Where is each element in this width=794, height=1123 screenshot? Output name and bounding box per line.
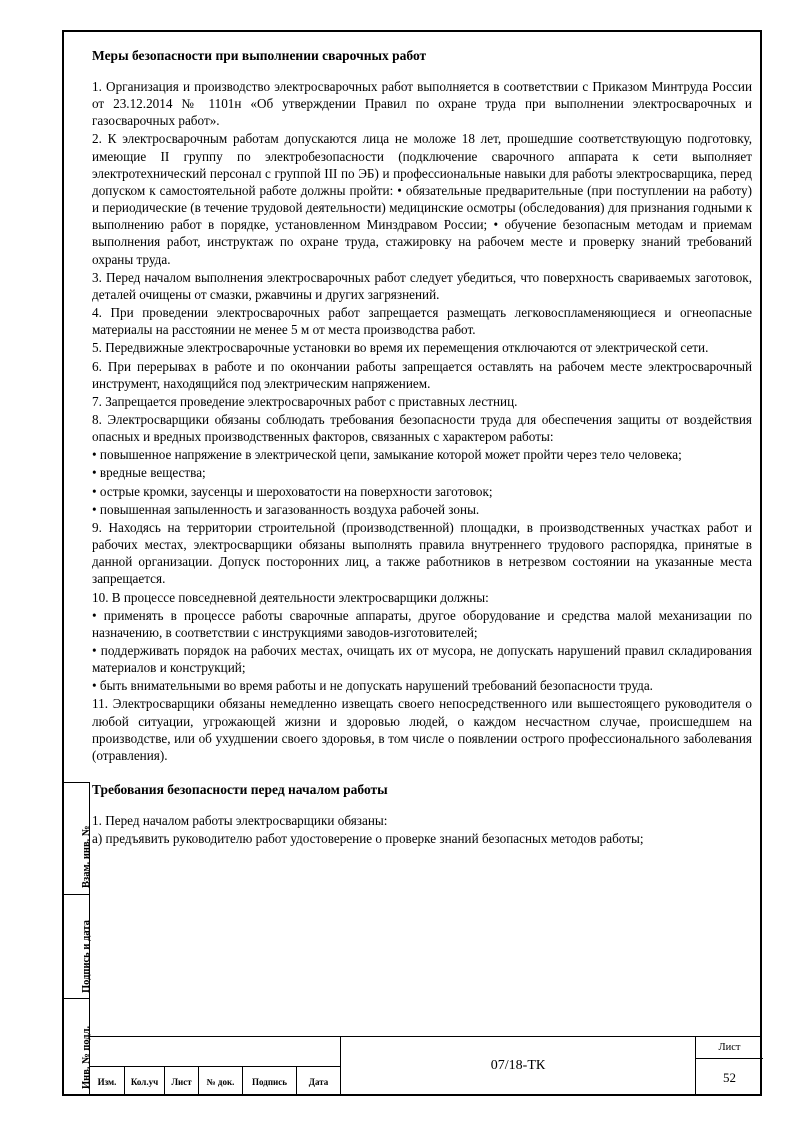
bullet-6: • поддерживать порядок на рабочих местах, очищать их от мусора, не допускать нарушений правил складирования материалов и конструкций; [92, 643, 752, 676]
paragraph-13: а) предъявить руководителю работ удостоверение о проверке знаний безопасных методов работы; [92, 831, 644, 847]
paragraph-8: 8. Электросварщики обязаны соблюдать требования безопасности труда для обеспечения защиты от воздействия опасных и вредных производственных факторов, связанных с характером работы: [92, 411, 752, 445]
paragraph-7: 7. Запрещается проведение электросварочных работ с приставных лестниц. [92, 393, 518, 409]
side-label-podpis: Подпись и дата [81, 920, 92, 993]
sheet-number: 52 [723, 1069, 736, 1085]
bullet-1: • повышенное напряжение в электрической цепи, замыкание которой может пройти через тело человека; [92, 447, 682, 463]
stamp-cell-ndok: № док. [198, 1066, 242, 1096]
bullet-7: • быть внимательными во время работы и не допускать нарушений требований безопасности труда. [92, 678, 653, 694]
side-cell-vzam [62, 782, 90, 894]
sheet-label: Лист [696, 1036, 763, 1059]
section-heading-2: Требования безопасности перед началом работы [92, 782, 388, 798]
side-column [62, 782, 90, 1096]
section-heading-1: Меры безопасности при выполнении сварочных работ [92, 48, 427, 63]
paragraph-4: 4. При проведении электросварочных работ запрещается размещать легковоспламеняющиеся и огнеопасные материалы на расстоянии не менее 5 м от места производства работ. [92, 305, 752, 338]
paragraph-5: 5. Передвижные электросварочные установки во время их перемещения отключаются от электрической сети. [92, 340, 709, 356]
bullet-4: • повышенная запыленность и загазованность воздуха рабочей зоны. [92, 501, 480, 517]
title-block-stamp-row [90, 1066, 340, 1096]
paragraph-11: 11. Электросварщики обязаны немедленно извещать своего непосредственного или вышестоящего руководителя о любой ситуации, угрожающей жизни и здоровью людей, о каждом несчастном случае, происшедшем на производстве, или об ухудшении своего здоровья, в том числе о появлении острого профессионального заболевания (отравления). [92, 696, 752, 763]
side-label-vzam: Взам. инв. № [81, 825, 92, 888]
stamp-cell-koluch: Кол.уч [124, 1066, 164, 1096]
document-content [92, 48, 752, 848]
side-cell-inv [62, 998, 90, 1096]
side-label-inv: Инв. № подл. [81, 1025, 92, 1089]
stamp-cell-izm: Изм. [90, 1066, 124, 1096]
bullet-3: • острые кромки, заусенцы и шероховатости на поверхности заготовок; [92, 483, 493, 499]
paragraph-1: 1. Организация и производство электросварочных работ выполняется в соответствии с Приказом Минтруда России от 23.12.2014 № 1101н «Об утверждении Правил по охране труда при выполнении электросварочных и газосварочных работ». [92, 79, 752, 129]
paragraph-10: 10. В процессе повседневной деятельности электросварщики должны: [92, 589, 489, 605]
stamp-cell-data: Дата [296, 1066, 340, 1096]
document-code: 07/18-ТК [340, 1036, 695, 1096]
paragraph-9: 9. Находясь на территории строительной (производственной) площадки, в производственных участках работ и рабочих местах, электросварщики обязаны выполнять правила внутреннего трудового распорядка, принятые в данной организации. Допуск посторонних лиц, а также работников в нетрезвом состоянии на указанные места запрещается. [92, 519, 752, 587]
side-cell-podpis [62, 894, 90, 998]
paragraph-6: 6. При перерывах в работе и по окончании работы запрещается оставлять на рабочем месте электросварочный инструмент, находящийся под электрическим напряжением. [92, 358, 752, 391]
paragraph-2: 2. К электросварочным работам допускаются лица не моложе 18 лет, прошедшие соответствующую подготовку, имеющие II группу по электробезопасности (подключение сварочного аппарата к сети выполняет электротехнический персонал с группой III по ЭБ) и профессиональные навыки для работы электросварщика, перед допуском к самостоятельной работе должны пройти: • обязательные предварительные (при поступлении на работу) и периодические (в течение трудовой деятельности) медицинские осмотры (обследования) для признания годными к выполнению работ в порядке, установленном Минздравом России; • обучение безопасным методам и приемам выполнения работ, инструктаж по охране труда, стажировку на рабочем месте и проверку знаний требований охраны труда. [92, 131, 752, 267]
paragraph-12: 1. Перед началом работы электросварщики обязаны: [92, 813, 388, 829]
bullet-2: • вредные вещества; [92, 465, 206, 481]
bullet-5: • применять в процессе работы сварочные аппараты, другое оборудование и средства малой механизации по назначению, в соответствии с инструкциями заводов-изготовителей; [92, 607, 752, 640]
stamp-cell-podpis: Подпись [242, 1066, 296, 1096]
stamp-cell-list: Лист [164, 1066, 198, 1096]
paragraph-3: 3. Перед началом выполнения электросварочных работ следует убедиться, что поверхность свариваемых заготовок, деталей очищены от смазки, ржавчины и других загрязнений. [92, 269, 752, 302]
sheet-box [695, 1036, 762, 1096]
